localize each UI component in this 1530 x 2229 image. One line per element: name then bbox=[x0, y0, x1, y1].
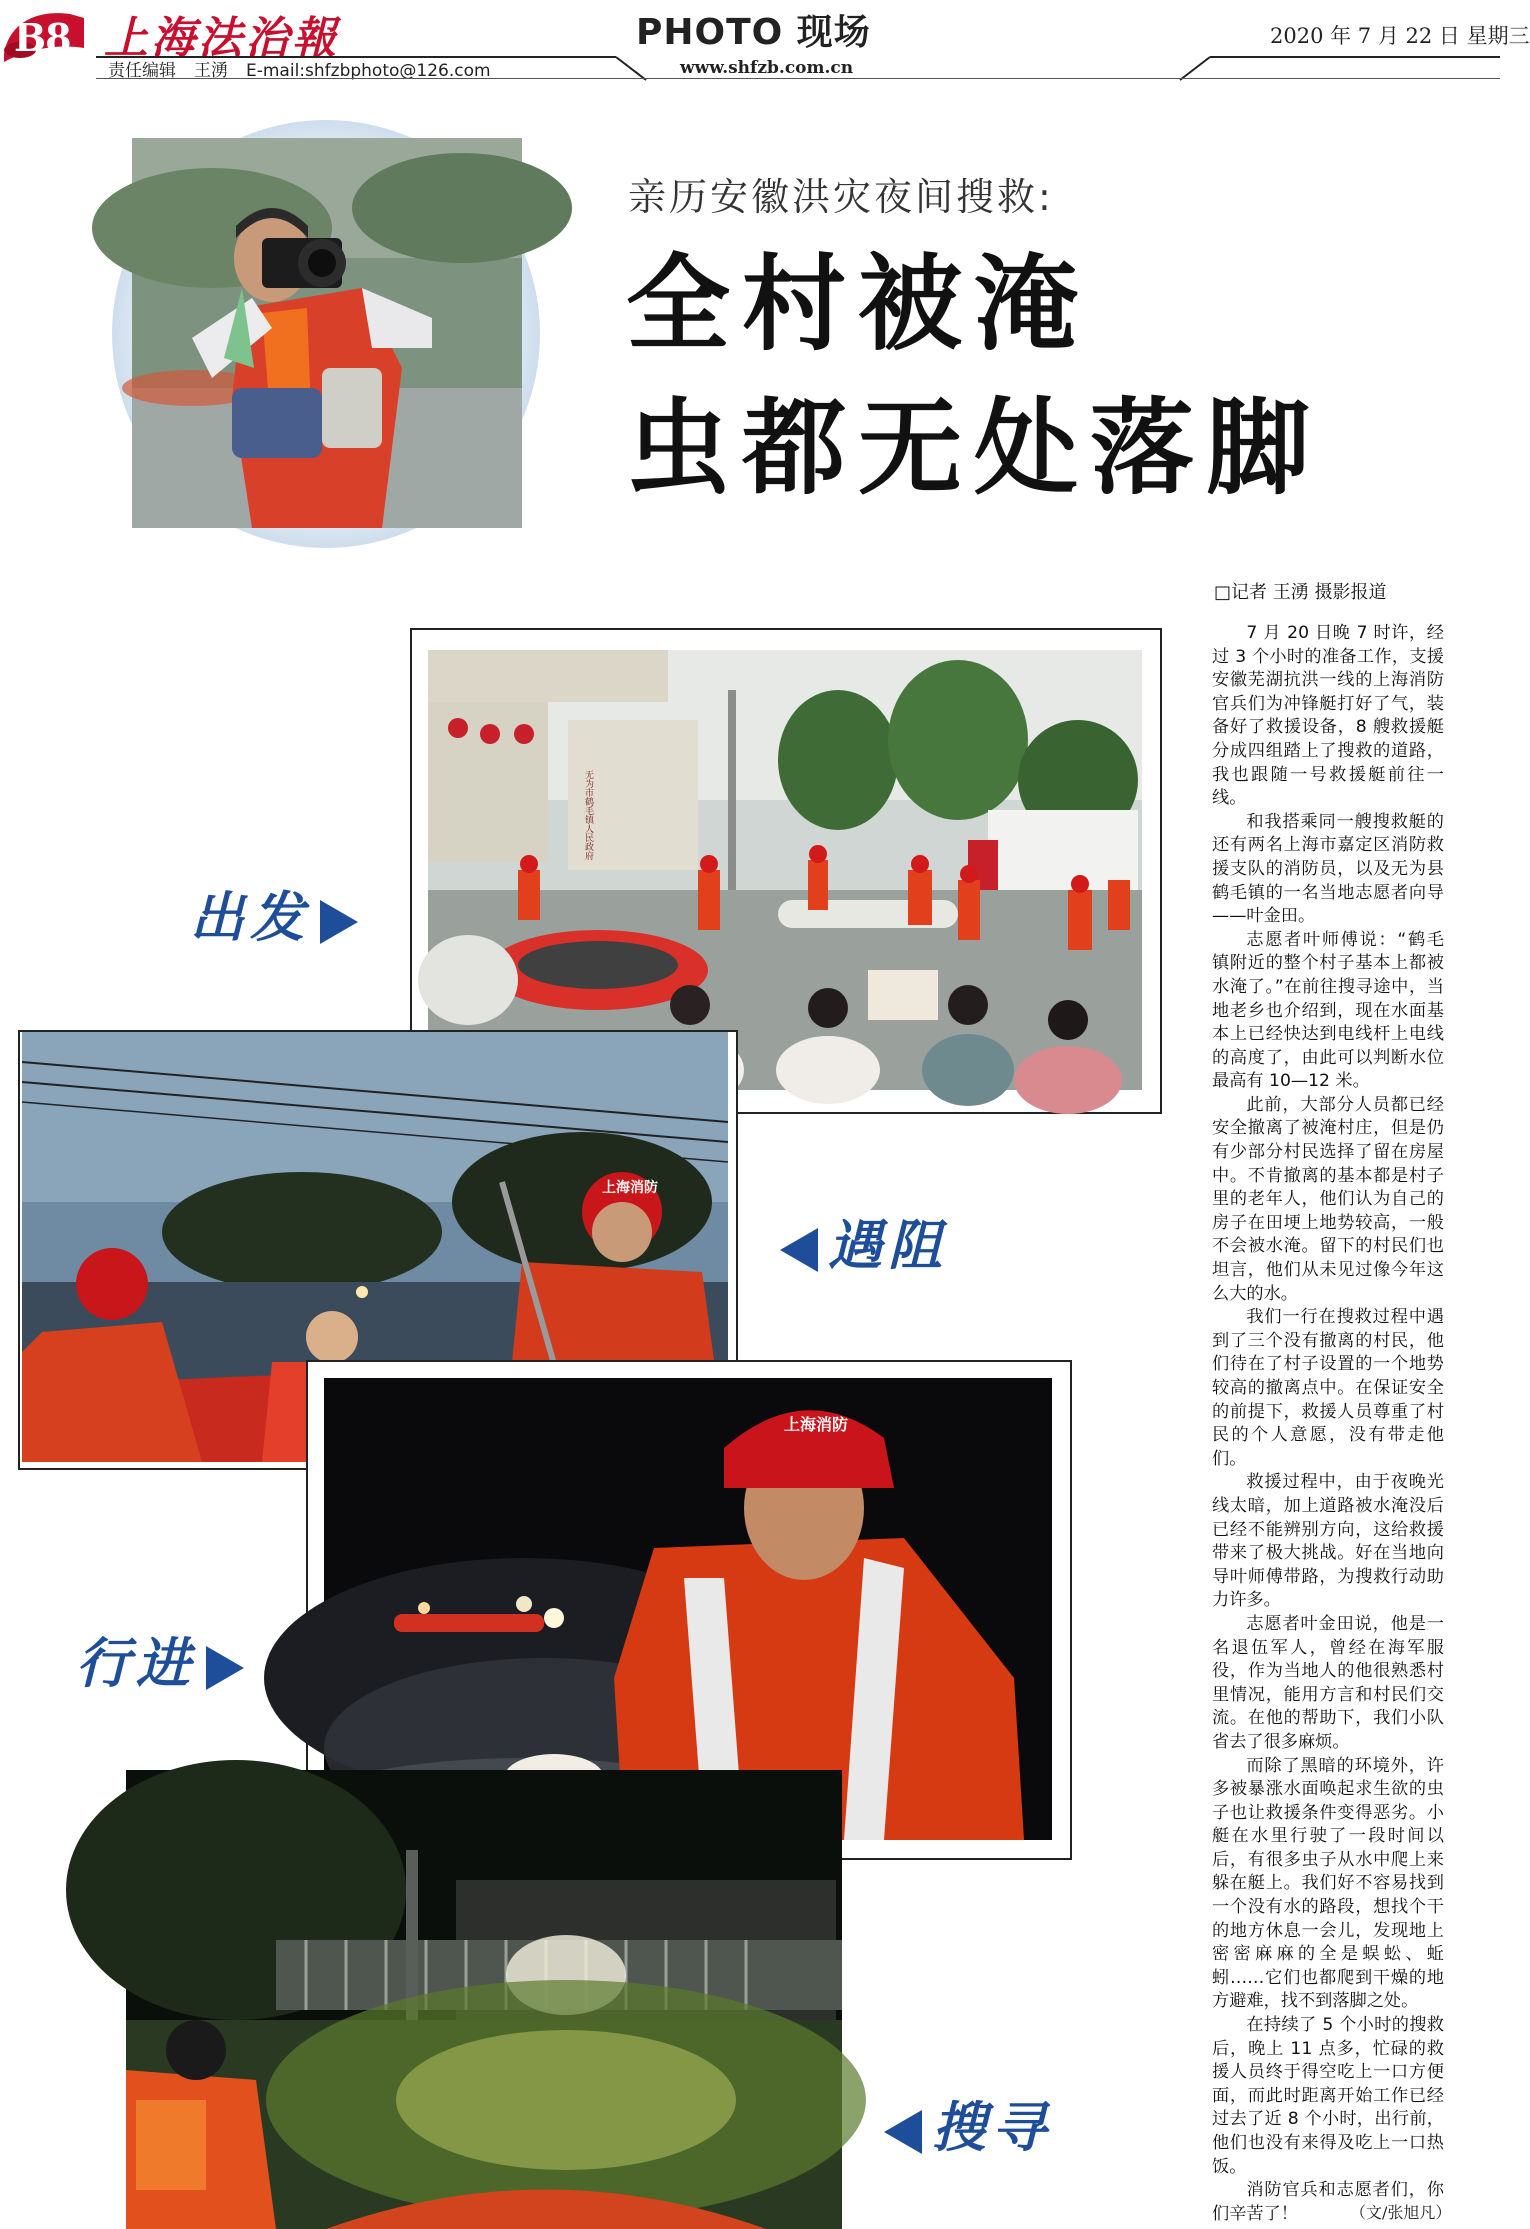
article-paragraph: 而除了黑暗的环境外，许多被暴涨水面唤起求生欲的虫子也让救援条件变得恶劣。小艇在水里行驶了一段时间以后，有很多虫子从水中爬上来躲在艇上。我们好不容易找到一个没有水的路段，想找个干的地方休息一会儿，发现地上密密麻麻的全是蜈蚣、蚯蚓……它们也都爬到干燥的地方避难，找不到落脚之处。 bbox=[1212, 1755, 1444, 2012]
article-paragraph: 救援过程中，由于夜晚光线太暗，加上道路被水淹没后已经不能辨别方向，这给救援带来了极大挑战。好在当地向导叶师傅带路，为搜救行动助力许多。 bbox=[1212, 1472, 1444, 1611]
arrow-left-icon bbox=[780, 1228, 818, 1272]
article-paragraph: 此前，大部分人员都已经安全撤离了被淹村庄，但是仍有少部分村民选择了留在房屋中。不肯撤离的基本都是村子里的老年人，他们认为自己的房子在田埂上地势较高，一般不会被水淹。留下的村民们也坦言，他们从未见过像今年这么大的水。 bbox=[1212, 1094, 1444, 1304]
publication-date: 2020 年 7 月 22 日 星期三 bbox=[1270, 24, 1530, 48]
label-depart-text: 出发 bbox=[190, 885, 310, 949]
page-number: B8 bbox=[14, 15, 71, 60]
editor-label: 责任编辑 bbox=[108, 61, 176, 81]
header-slant-rule bbox=[616, 0, 1216, 80]
page-header bbox=[0, 0, 1530, 82]
newspaper-masthead: 上海法治報 bbox=[104, 13, 339, 64]
article-paragraph: 消防官兵和志愿者们，你们辛苦了！ bbox=[1212, 2180, 1444, 2224]
article-paragraph: 和我搭乘同一艘搜救艇的还有两名上海市嘉定区消防救援支队的消防员，以及无为县鹤毛镇的一名当地志愿者向导——叶金田。 bbox=[1212, 811, 1444, 927]
article-byline: □记者 王湧 摄影报道 bbox=[1214, 582, 1387, 603]
label-depart bbox=[190, 885, 358, 949]
gate-sign: 无为市鹤毛镇人民政府 bbox=[583, 770, 593, 860]
helmet-text-blocked: 上海消防 bbox=[602, 1180, 658, 1196]
label-advance bbox=[76, 1631, 244, 1695]
article-paragraph: 志愿者叶师傅说：“鹤毛镇附近的整个村子基本上都被水淹了。”在前往搜寻途中，当地老乡也介绍到，现在水面基本上已经快达到电线杆上电线的高度了，由此可以判断水位最高有 10—12 米。 bbox=[1212, 929, 1444, 1092]
header-rule-right bbox=[1210, 56, 1500, 58]
helmet-text-advance: 上海消防 bbox=[784, 1415, 849, 1434]
label-blocked-text: 遇阻 bbox=[828, 1213, 948, 1277]
label-advance-text: 行进 bbox=[76, 1631, 196, 1695]
headline-line-2: 虫都无处落脚 bbox=[626, 387, 1323, 509]
photo-search bbox=[126, 1770, 842, 2229]
header-rule-left bbox=[96, 56, 616, 58]
article-paragraph: 我们一行在搜救过程中遇到了三个没有撤离的村民，他们待在了村子设置的一个地势较高的撤离点中。在保证安全的前提下，救援人员尊重了村民的个人意愿，没有带走他们。 bbox=[1212, 1307, 1444, 1469]
label-search-text: 搜寻 bbox=[932, 2095, 1052, 2159]
website-url: www.shfzb.com.cn bbox=[680, 58, 854, 78]
editor-email: E-mail:shfzbphoto@126.com bbox=[246, 61, 491, 81]
article-paragraph: 志愿者叶金田说，他是一名退伍军人，曾经在海军服役，作为当地人的他很熟悉村里情况，能用方言和村民们交流。在他的帮助下，我们小队省去了很多麻烦。 bbox=[1212, 1613, 1444, 1752]
article-credit: （文/张旭凡） bbox=[1350, 2203, 1452, 2222]
arrow-right-icon bbox=[320, 900, 358, 944]
article-body bbox=[1212, 622, 1444, 2226]
photographer-portrait bbox=[132, 138, 522, 528]
label-blocked bbox=[780, 1213, 948, 1277]
photo-depart bbox=[428, 650, 1142, 1090]
article-paragraph: 7 月 20 日晚 7 时许，经过 3 个小时的准备工作，支援安徽芜湖抗洪一线的上海消防官兵们为冲锋艇打好了气，装备好了救援设备，8 艘救援艇分成四组踏上了搜救的道路，我也跟随一号救援艇前往一线。 bbox=[1212, 623, 1444, 809]
arrow-left-icon bbox=[884, 2110, 922, 2154]
headline-line-1: 全村被淹 bbox=[626, 243, 1091, 365]
label-search bbox=[884, 2095, 1052, 2159]
header-rule-bottom bbox=[96, 78, 1500, 79]
page-number-badge bbox=[0, 4, 84, 66]
headline-subhead: 亲历安徽洪灾夜间搜救: bbox=[628, 175, 1054, 219]
section-title: PHOTO 现场 bbox=[636, 12, 871, 53]
editor-name: 王湧 bbox=[194, 61, 228, 81]
article-paragraph: 在持续了 5 个小时的搜救后，晚上 11 点多，忙碌的救援人员终于得空吃上一口方便面，而此时距离开始工作已经过去了近 8 个小时，出行前，他们也没有来得及吃上一口热饭。 bbox=[1212, 2015, 1444, 2177]
arrow-right-icon bbox=[206, 1646, 244, 1690]
